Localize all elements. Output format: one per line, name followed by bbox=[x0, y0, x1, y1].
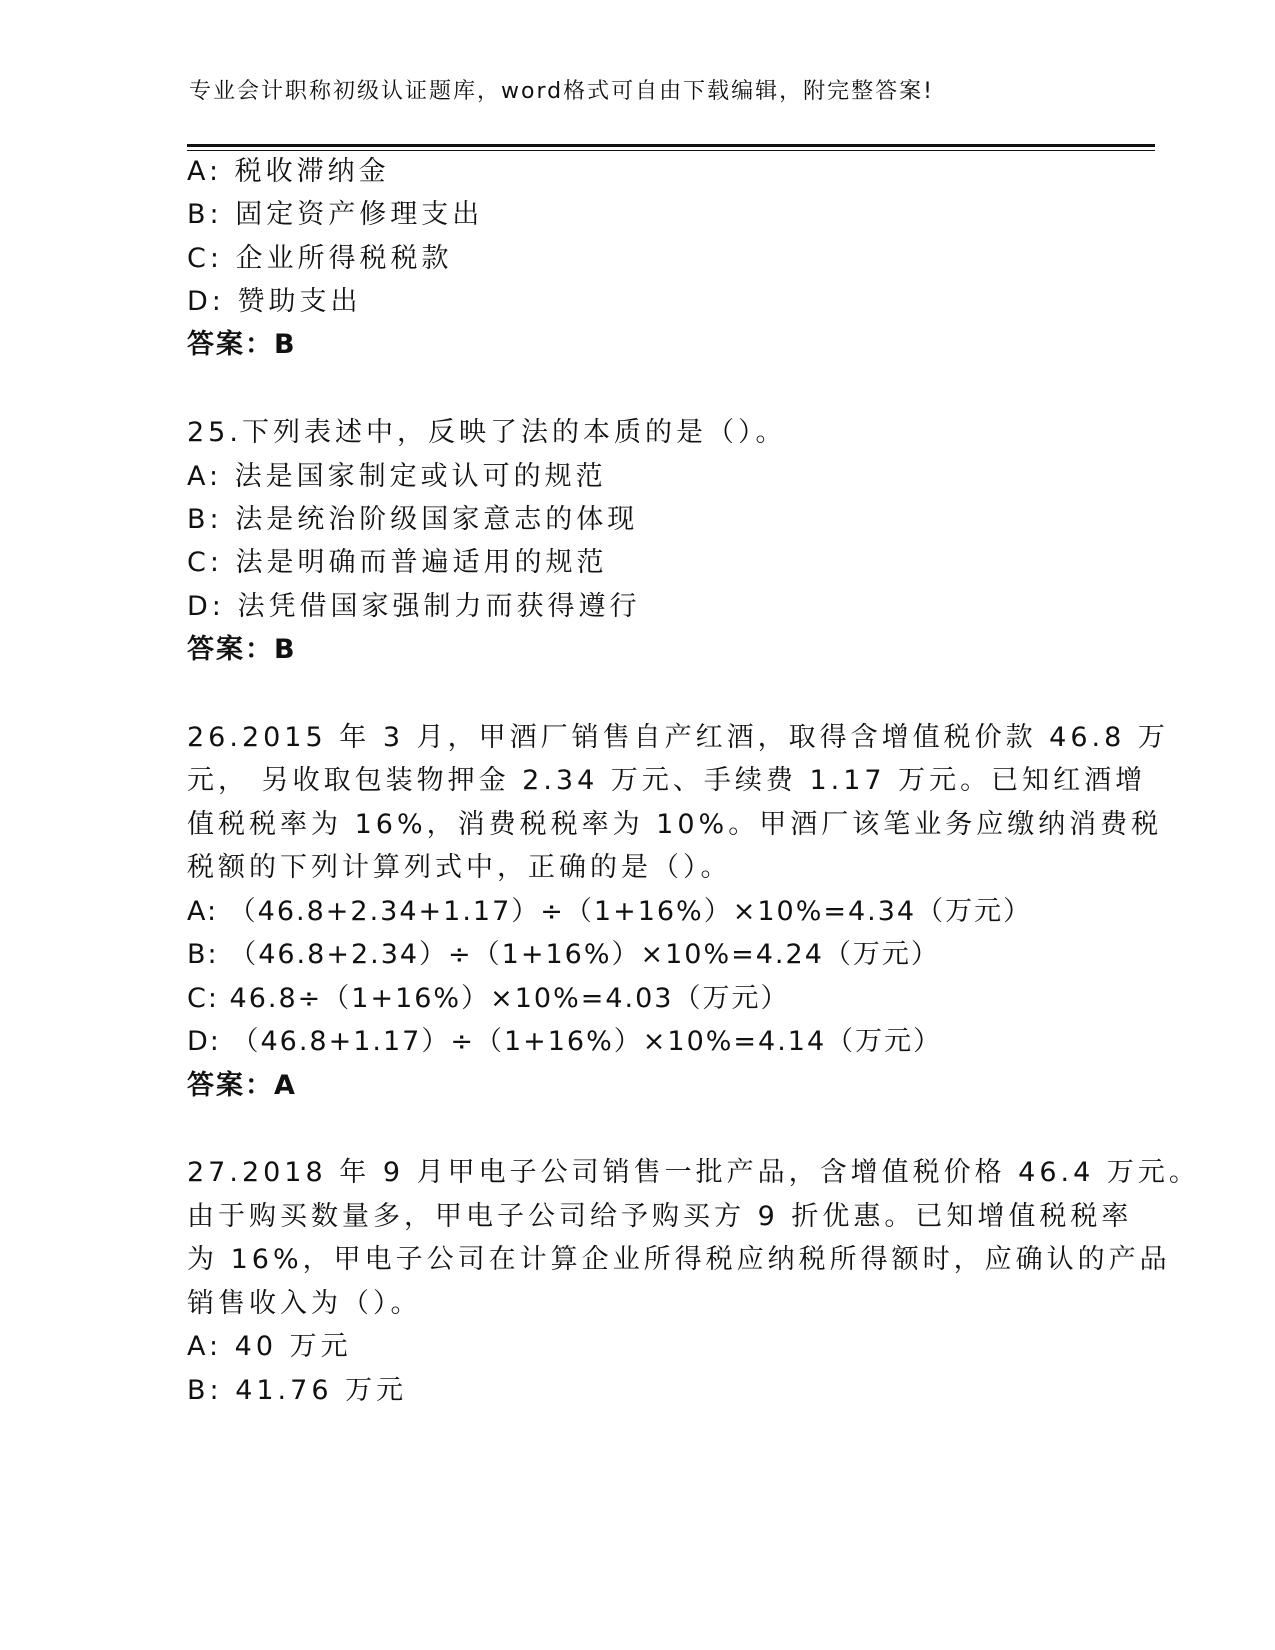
q26-answer: 答案：A bbox=[187, 1070, 297, 1101]
q27-stem-line: 27.2018 年 9 月甲电子公司销售一批产品，含增值税价格 46.4 万元。 bbox=[187, 1157, 1200, 1188]
q26-stem-line: 26.2015 年 3 月，甲酒厂销售自产红酒，取得含增值税价款 46.8 万 bbox=[187, 722, 1169, 753]
q26-option-a: A: （46.8+2.34+1.17）÷（1+16%）×10%=4.34（万元） bbox=[187, 896, 1033, 927]
q26-stem-line: 税额的下列计算列式中，正确的是（）。 bbox=[187, 852, 732, 883]
header-rule-thick bbox=[187, 144, 1155, 147]
q26-option-c: C: 46.8÷（1+16%）×10%=4.03（万元） bbox=[187, 983, 790, 1014]
q25-stem: 25.下列表述中，反映了法的本质的是（）。 bbox=[187, 417, 787, 448]
q25-option-b: B: 法是统治阶级国家意志的体现 bbox=[187, 504, 639, 535]
q26-stem-line: 值税税率为 16%，消费税税率为 10%。甲酒厂该笔业务应缴纳消费税 bbox=[187, 809, 1163, 840]
q27-stem-line: 为 16%，甲电子公司在计算企业所得税应纳税所得额时，应确认的产品 bbox=[187, 1244, 1171, 1275]
q24-option-c: C: 企业所得税税款 bbox=[187, 243, 453, 274]
q27-option-b: B: 41.76 万元 bbox=[187, 1375, 408, 1406]
q24-option-b: B: 固定资产修理支出 bbox=[187, 199, 484, 230]
q25-option-d: D: 法凭借国家强制力而获得遵行 bbox=[187, 591, 641, 622]
page-header: 专业会计职称初级认证题库，word格式可自由下载编辑，附完整答案! bbox=[189, 79, 934, 104]
q27-option-a: A: 40 万元 bbox=[187, 1331, 352, 1362]
q26-option-b: B: （46.8+2.34）÷（1+16%）×10%=4.24（万元） bbox=[187, 939, 940, 970]
q25-option-c: C: 法是明确而普遍适用的规范 bbox=[187, 547, 608, 578]
q24-option-d: D: 赞助支出 bbox=[187, 286, 362, 317]
q24-option-a: A: 税收滞纳金 bbox=[187, 156, 390, 187]
header-rule-thin bbox=[187, 150, 1155, 151]
q26-option-d: D: （46.8+1.17）÷（1+16%）×10%=4.14（万元） bbox=[187, 1026, 943, 1057]
q24-answer: 答案：B bbox=[187, 329, 297, 360]
q26-stem-line: 元， 另收取包装物押金 2.34 万元、手续费 1.17 万元。已知红酒增 bbox=[187, 765, 1147, 796]
q27-stem-line: 销售收入为（）。 bbox=[187, 1288, 422, 1319]
q25-answer: 答案：B bbox=[187, 634, 297, 665]
q25-option-a: A: 法是国家制定或认可的规范 bbox=[187, 461, 607, 492]
q27-stem-line: 由于购买数量多，甲电子公司给予购买方 9 折优惠。已知增值税税率 bbox=[187, 1201, 1133, 1232]
